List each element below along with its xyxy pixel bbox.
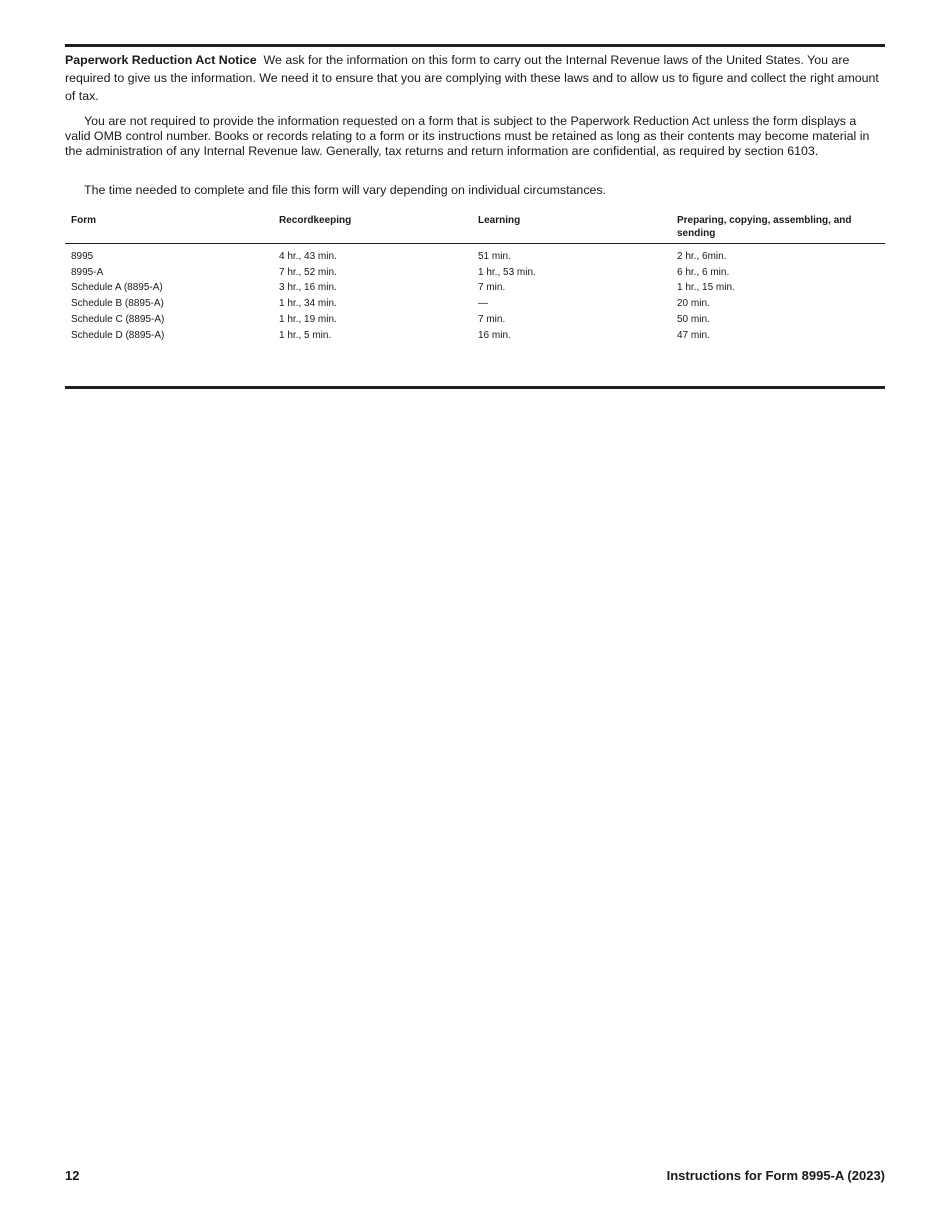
cell-recordkeeping: 3 hr., 16 min. — [279, 282, 337, 294]
table-row — [65, 328, 885, 344]
header-recordkeeping: Recordkeeping — [273, 211, 472, 244]
table-row — [65, 312, 885, 328]
table-row — [65, 244, 885, 265]
header-preparing: Preparing, copying, assembling, and sending — [671, 211, 885, 244]
cell-preparing: 50 min. — [677, 313, 710, 325]
cell-recordkeeping: 1 hr., 19 min. — [279, 313, 337, 325]
cell-preparing: 20 min. — [677, 298, 710, 310]
cell-preparing: 2 hr., 6min. — [677, 251, 727, 262]
top-rule — [65, 44, 885, 47]
cell-preparing: 1 hr., 15 min. — [677, 282, 735, 294]
cell-preparing: 6 hr., 6 min. — [677, 266, 730, 278]
cell-learning: — — [478, 298, 488, 310]
cell-form: 8995 — [71, 251, 94, 262]
cell-learning: 51 min. — [478, 251, 511, 262]
cell-learning: 16 min. — [478, 329, 511, 341]
cell-form: Schedule A (8895-A) — [71, 282, 163, 294]
cell-learning: 1 hr., 53 min. — [478, 266, 536, 278]
cell-form: 8995-A — [71, 266, 104, 278]
table-row — [65, 280, 885, 296]
time-paragraph: The time needed to complete and file this form will vary depending on individual circumstances. — [84, 183, 607, 197]
cell-recordkeeping: 1 hr., 34 min. — [279, 298, 337, 310]
header-learning: Learning — [472, 211, 671, 244]
cell-recordkeeping: 1 hr., 5 min. — [279, 329, 332, 341]
header-form: Form — [65, 211, 273, 244]
cell-preparing: 47 min. — [677, 329, 710, 341]
cell-form: Schedule C (8895-A) — [71, 313, 165, 325]
table-row — [65, 296, 885, 312]
cell-form: Schedule D (8895-A) — [71, 329, 165, 341]
cell-recordkeeping: 7 hr., 52 min. — [279, 266, 337, 278]
cell-form: Schedule B (8895-A) — [71, 298, 164, 310]
table-header-row — [65, 211, 885, 244]
footer-title: Instructions for Form 8995-A (2023) — [666, 1168, 885, 1183]
bottom-rule — [65, 386, 885, 389]
page-number: 12 — [65, 1168, 80, 1183]
paperwork-notice — [65, 51, 885, 105]
time-estimates-table — [65, 211, 885, 343]
notice-intro: We ask for the information on this form to carry out the Internal Revenue laws of the United States. You are required to give us the information. We need it to ensure that you are complying with these laws and to allow us to figure and collect the right amount of tax. — [65, 53, 879, 103]
cell-learning: 7 min. — [478, 282, 506, 294]
cell-learning: 7 min. — [478, 313, 506, 325]
cell-recordkeeping: 4 hr., 43 min. — [279, 251, 337, 262]
table-row — [65, 265, 885, 281]
notice-heading: Paperwork Reduction Act Notice — [65, 53, 257, 67]
omb-paragraph: You are not required to provide the information requested on a form that is subject to the Paperwork Reduction Act unless the form displays a valid OMB control number. Books or records relating to a form or its instructions must be retained as long as their contents may become material in the administration of any Internal Revenue law. Generally, tax returns and return information are confidential, as required by section 6103. — [65, 114, 870, 158]
